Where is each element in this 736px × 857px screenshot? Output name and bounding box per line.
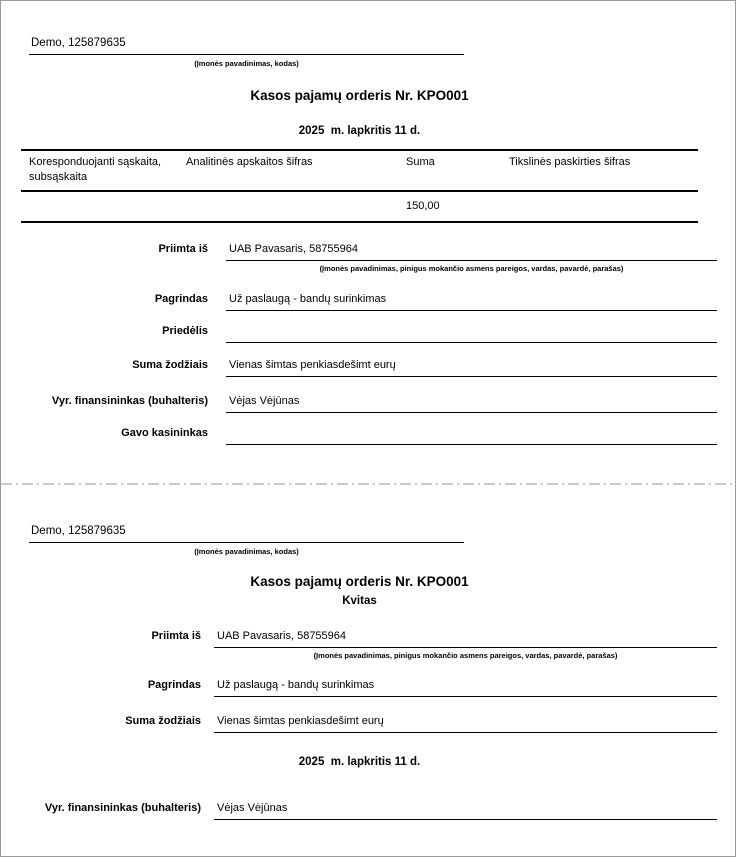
company-block	[29, 37, 464, 68]
field-value-line: UAB Pavasaris, 58755964	[214, 630, 717, 648]
field-row-received-from	[21, 630, 735, 648]
company-name: Demo, 125879635	[29, 37, 464, 55]
company-name: Demo, 125879635	[29, 525, 464, 543]
field-value-line: Vienas šimtas penkiasdešimt eurų	[226, 359, 717, 377]
document-date: 2025 m. lapkritis 11 d.	[298, 755, 421, 768]
field-row-received-from	[21, 243, 735, 261]
field-row-chief-financier	[21, 395, 735, 413]
document-title: Kasos pajamų orderis Nr. KPO001	[250, 573, 469, 589]
field-value-line: Vėjas Vėjūnas	[214, 802, 717, 820]
cell-sum: 150,00	[406, 199, 440, 212]
field-row-attachment	[21, 325, 735, 343]
company-block	[29, 525, 464, 556]
field-row-chief-financier	[21, 802, 735, 820]
header-analytic-code: Analitinės apskaitos šifras	[186, 156, 313, 168]
field-value-line: Už paslaugą - bandų surinkimas	[226, 293, 717, 311]
header-purpose-code: Tikslinės paskirties šifras	[509, 156, 631, 168]
field-row-sum-in-words	[21, 715, 735, 733]
field-label: Vyr. finansininkas (buhalteris)	[51, 394, 208, 407]
cell-analytic-code	[178, 200, 398, 212]
field-label: Gavo kasininkas	[121, 426, 208, 439]
field-row-basis	[21, 679, 735, 697]
field-label: Priimta iš	[158, 242, 208, 255]
accounts-table-header	[21, 151, 698, 192]
field-row-cashier-received	[21, 427, 735, 445]
payer-note: (Įmonės pavadinimas, pinigus mokančio asmens pareigos, vardas, pavardė, parašas)	[313, 650, 618, 660]
field-row-basis	[21, 293, 735, 311]
field-value-line	[226, 337, 717, 343]
field-value-line: Už paslaugą - bandų surinkimas	[214, 679, 717, 697]
field-row-sum-in-words	[21, 359, 735, 377]
field-value-line: Vienas šimtas penkiasdešimt eurų	[214, 715, 717, 733]
field-label: Priedėlis	[162, 324, 208, 337]
order-section	[1, 37, 735, 445]
accounts-table	[21, 149, 698, 223]
field-value-line: UAB Pavasaris, 58755964	[226, 243, 717, 261]
field-label: Vyr. finansininkas (buhalteris)	[44, 801, 201, 814]
company-name-note: (Įmonės pavadinimas, kodas)	[194, 546, 299, 556]
field-label: Pagrindas	[147, 678, 201, 691]
accounts-table-row	[21, 192, 698, 221]
field-label: Priimta iš	[151, 629, 201, 642]
document-title: Kasos pajamų orderis Nr. KPO001	[250, 88, 469, 103]
field-label: Suma žodžiais	[132, 358, 208, 371]
cell-corresponding-account	[21, 200, 178, 212]
company-name-note: (Įmonės pavadinimas, kodas)	[194, 59, 299, 68]
document-date: 2025 m. lapkritis 11 d.	[298, 125, 421, 137]
field-label: Pagrindas	[154, 292, 208, 305]
cut-line-separator	[1, 483, 735, 485]
header-sum: Suma	[406, 156, 435, 168]
header-corresponding-account: Koresponduojanti sąskaita, subsąskaita	[29, 156, 162, 183]
field-label: Suma žodžiais	[125, 714, 201, 727]
cell-purpose-code	[501, 200, 698, 212]
field-value-line	[226, 439, 717, 445]
receipt-subtitle: Kvitas	[342, 594, 377, 607]
receipt-section	[1, 525, 735, 820]
payer-note: (Įmonės pavadinimas, pinigus mokančio asmens pareigos, vardas, pavardė, parašas)	[319, 263, 624, 273]
field-value-line: Vėjas Vėjūnas	[226, 395, 717, 413]
